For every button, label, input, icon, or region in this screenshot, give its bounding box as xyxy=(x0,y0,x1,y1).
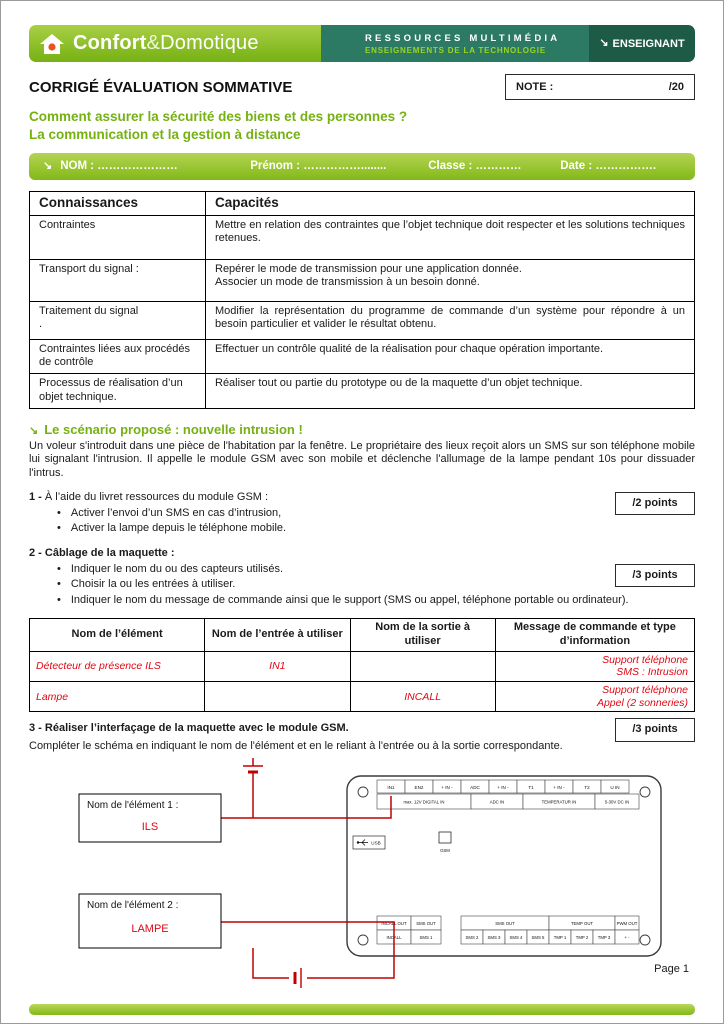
brand-word2: Domotique xyxy=(160,32,259,54)
column-header-capacites: Capacités xyxy=(206,191,695,215)
table-row xyxy=(30,651,695,681)
message-cell xyxy=(495,681,694,711)
group-label: max. 12V DIGITAL IN xyxy=(403,799,445,805)
arrow-icon: ↘ xyxy=(29,424,39,437)
wiring-diagram xyxy=(29,756,697,996)
pin-label: T1 xyxy=(528,784,534,790)
identity-bar xyxy=(29,153,695,180)
pin-label: + IN - xyxy=(441,784,453,790)
knowledge-cell: Contraintes xyxy=(30,215,206,259)
element1-box xyxy=(79,794,221,842)
input-cell xyxy=(205,681,350,711)
pin-label: + IN - xyxy=(553,784,565,790)
terminal-group-labels-top xyxy=(377,794,639,809)
firstname-field-label: Prénom : ……………........ xyxy=(250,160,387,173)
scenario-title: Le scénario proposé : nouvelle intrusion ! xyxy=(44,421,303,437)
group-label: ADC IN xyxy=(489,799,505,805)
footer-bar xyxy=(29,1004,695,1015)
message-cell xyxy=(495,651,694,681)
arrow-icon: ↘ xyxy=(599,37,609,49)
capacity-cell: Effectuer un contrôle qualité de la réalisation pour chaque opération importante. xyxy=(206,339,695,374)
header xyxy=(29,25,695,62)
output-cell xyxy=(350,651,495,681)
pin-label: TMP 3 xyxy=(597,934,611,940)
question-2-bullets xyxy=(29,562,695,608)
gsm-chip xyxy=(439,832,451,853)
pin-label: TMP 1 xyxy=(553,934,567,940)
element2-answer: LAMPE xyxy=(131,922,169,935)
group-label: SMS OUT xyxy=(416,920,436,926)
brand-name xyxy=(73,32,259,55)
message-line: Appel (2 sonneries) xyxy=(596,696,688,709)
column-header-message: Message de commande et type d’information xyxy=(495,619,694,652)
question-3-instruction: Compléter le schéma en indiquant le nom de l'élément et en le reliant à l'entrée ou à la sortie correspondante. xyxy=(29,739,563,752)
pin-label: SMS 1 xyxy=(419,934,433,940)
table-row xyxy=(30,259,695,301)
knowledge-line: . xyxy=(39,318,43,331)
question-1-title xyxy=(29,490,695,505)
pin-label: SMS 2 xyxy=(465,934,479,940)
message-line: Support téléphone xyxy=(602,653,688,666)
question-2 xyxy=(29,546,695,609)
knowledge-cell: Processus de réalisation d’un objet technique. xyxy=(30,374,206,409)
page-title: CORRIGÉ ÉVALUATION SOMMATIVE xyxy=(29,78,293,96)
page-number: Page 1 xyxy=(654,963,689,975)
column-header-connaissances: Connaissances xyxy=(30,191,206,215)
table-row xyxy=(30,301,695,339)
table-row xyxy=(30,215,695,259)
subject-heading xyxy=(29,108,695,144)
capacity-line: Repérer le mode de transmission pour une application donnée. xyxy=(215,262,522,275)
capacity-cell: Réaliser tout ou partie du prototype ou de la maquette d’un objet technique. xyxy=(206,374,695,409)
question-3-label: 3 - Réaliser l’interfaçage de la maquette avec le module GSM. xyxy=(29,722,349,735)
brand-logo xyxy=(29,25,321,62)
battery-bottom-icon xyxy=(295,968,301,988)
note-box xyxy=(505,74,695,100)
group-label: INCALL OUT xyxy=(381,920,407,926)
pin-label: SMS 3 xyxy=(487,934,501,940)
group-label: TEMPERATUR IN xyxy=(541,799,577,805)
points-box-q3: /3 points xyxy=(615,718,695,741)
group-label: PWM OUT xyxy=(616,920,638,926)
points-box-q2: /3 points xyxy=(615,564,695,587)
brand-amp: & xyxy=(146,32,161,54)
class-field-label: Classe : ………… xyxy=(428,160,522,173)
question-2-title xyxy=(29,546,695,561)
element-name-cell: Lampe xyxy=(30,681,205,711)
home-icon xyxy=(39,32,65,56)
knowledge-cell xyxy=(30,301,206,339)
question-1-bullets xyxy=(29,506,695,537)
subject-line1: Comment assurer la sécurité des biens et des personnes ? xyxy=(29,109,408,124)
terminal-block-top xyxy=(377,780,629,793)
question-1-intro: À l’aide du livret ressources du module GSM : xyxy=(44,490,269,503)
date-field-label: Date : ……………. xyxy=(560,160,657,173)
note-value: /20 xyxy=(668,81,684,93)
battery-top-icon xyxy=(243,766,263,772)
title-row xyxy=(29,74,695,100)
question-1 xyxy=(29,490,695,537)
usb-icon xyxy=(353,836,385,849)
knowledge-cell: Transport du signal : xyxy=(30,259,206,301)
pin-label: ADC xyxy=(470,784,480,790)
column-header-output: Nom de la sortie à utiliser xyxy=(350,619,495,652)
pin-label: T2 xyxy=(584,784,590,790)
role-label: ENSEIGNANT xyxy=(612,37,685,50)
capacity-cell: Mettre en relation des contraintes que l’objet technique doit respecter et les solutions techniques retenues. xyxy=(206,215,695,259)
message-line: Support téléphone xyxy=(602,683,688,696)
pin-label: INCALL xyxy=(386,934,402,940)
name-field-label: NOM : ………………… xyxy=(60,160,178,173)
banner-line2: ENSEIGNEMENTS DE LA TECHNOLOGIE xyxy=(365,45,546,55)
question-3 xyxy=(29,721,695,754)
list-item: • Indiquer le nom du message de commande ainsi que le support (SMS ou appel, téléphone portable ou ordinateur). xyxy=(29,593,695,608)
pin-label: SMS 5 xyxy=(531,934,545,940)
pin-label: U IN xyxy=(610,784,620,790)
knowledge-table xyxy=(29,191,695,409)
terminal-block-bottom xyxy=(377,930,639,944)
scenario-paragraph: Un voleur s'introduit dans une pièce de l'habitation par la fenêtre. Le propriétaire des lieux reçoit alors un SMS sur son téléphone mobile lui signalant l'intrusion. Il appelle le module GSM avec son mobile et déclenche l'allumage de la lampe pendant 10s pour dissuader l'intrus. xyxy=(29,439,695,479)
capacity-cell: Modifier la représentation du programme de commande d’un système pour répondre à un besoin particulier et valider le résultat obtenu. xyxy=(206,301,695,339)
group-label: SMS OUT xyxy=(495,920,515,926)
list-item: • Activer la lampe depuis le téléphone mobile. xyxy=(29,521,695,536)
terminal-group-labels-bottom xyxy=(377,916,639,930)
list-item: • Activer l’envoi d’un SMS en cas d’intrusion, xyxy=(29,506,695,521)
question-1-number: 1 - xyxy=(29,490,45,503)
list-item: • Choisir la ou les entrées à utiliser. xyxy=(29,577,695,592)
table-row xyxy=(30,339,695,374)
table-row xyxy=(30,681,695,711)
element1-answer: ILS xyxy=(141,820,159,833)
input-cell: IN1 xyxy=(205,651,350,681)
pin-label: + - xyxy=(624,934,630,940)
pin-label: TMP 2 xyxy=(575,934,589,940)
column-header-element: Nom de l’élément xyxy=(30,619,205,652)
element-name-cell: Détecteur de présence ILS xyxy=(30,651,205,681)
element-table xyxy=(29,618,695,712)
capacity-line: Associer un mode de transmission à un besoin donné. xyxy=(215,276,480,289)
group-label: 5-30V DC IN xyxy=(604,799,630,805)
knowledge-line: Traitement du signal xyxy=(39,304,139,317)
brand-word1: Confort xyxy=(73,32,147,54)
output-cell: INCALL xyxy=(350,681,495,711)
arrow-icon: ↘ xyxy=(43,159,53,172)
element2-box xyxy=(79,894,221,948)
resources-banner xyxy=(321,25,589,62)
pin-label: + IN - xyxy=(497,784,509,790)
question-2-label: 2 - Câblage de la maquette : xyxy=(29,546,175,559)
points-box-q1: /2 points xyxy=(615,492,695,515)
capacity-cell xyxy=(206,259,695,301)
pin-label: EN2 xyxy=(414,784,424,790)
column-header-input: Nom de l’entrée à utiliser xyxy=(205,619,350,652)
element2-label: Nom de l'élément 2 : xyxy=(87,899,179,911)
banner-line1: RESSOURCES MULTIMÉDIA xyxy=(365,32,561,44)
table-row xyxy=(30,374,695,409)
element1-label: Nom de l'élément 1 : xyxy=(87,799,179,811)
list-item: • Indiquer le nom du ou des capteurs utilisés. xyxy=(29,562,695,577)
role-badge xyxy=(589,25,695,62)
question-3-title xyxy=(29,721,695,736)
scenario-heading xyxy=(29,422,695,437)
pin-label: SMS 4 xyxy=(509,934,523,940)
usb-label: USB xyxy=(371,840,381,846)
gsm-label: GSM xyxy=(440,847,450,853)
group-label: TEMP OUT xyxy=(570,920,594,926)
knowledge-cell: Contraintes liées aux procédés de contrôle xyxy=(30,339,206,374)
subject-line2: La communication et la gestion à distance xyxy=(29,126,301,142)
note-label: NOTE : xyxy=(516,81,554,93)
message-line: SMS : Intrusion xyxy=(616,666,688,679)
pin-label: IN1 xyxy=(387,784,395,790)
